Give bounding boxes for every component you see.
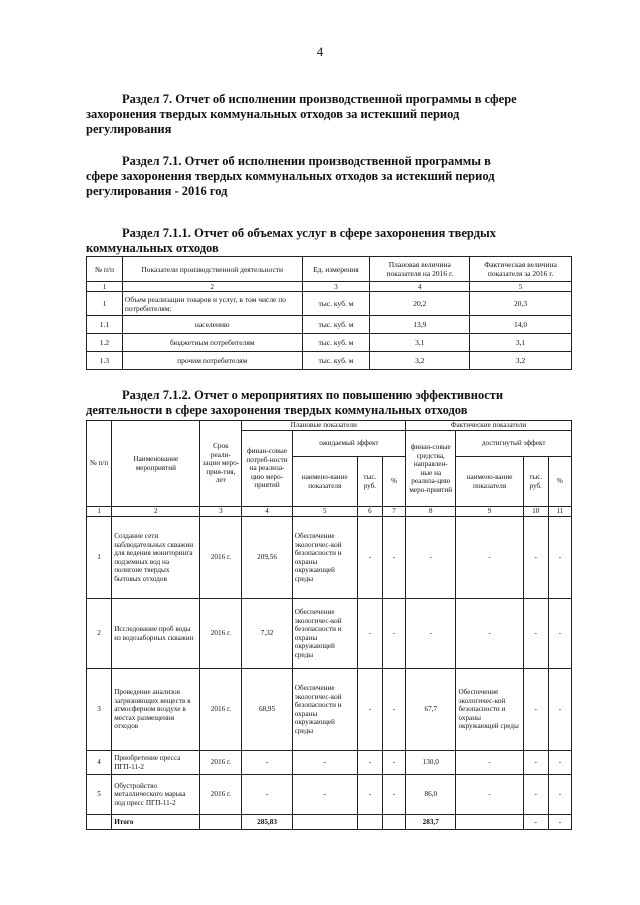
- t1-header-fact: Фактическая величина показателя за 2016 г.: [470, 257, 572, 282]
- empty-cell: [292, 815, 357, 830]
- t2-header-pct: %: [382, 457, 405, 507]
- t2-header-num: № п/п: [87, 421, 112, 507]
- table-cell: -: [292, 775, 357, 815]
- table-cell: -: [456, 599, 523, 669]
- table-cell: -: [523, 751, 548, 775]
- table-cell: -: [548, 599, 571, 669]
- table-row: [87, 292, 572, 316]
- table-row: [87, 669, 572, 751]
- t1-colnum: 1: [87, 282, 123, 292]
- table-cell: 3,1: [370, 334, 470, 352]
- t2-colnum: 9: [456, 507, 523, 517]
- section-7-heading: [86, 92, 572, 137]
- section-7-1-heading: [86, 154, 572, 199]
- table-cell: 5: [87, 775, 112, 815]
- table-row: [87, 334, 572, 352]
- t2-header-achieved: достигнутый эффект: [456, 431, 572, 457]
- total-label: Итого: [112, 815, 200, 830]
- table-cell: 86,0: [406, 775, 456, 815]
- table-cell: -: [456, 751, 523, 775]
- table-row: [87, 517, 572, 599]
- t2-header-expected: ожидаемый эффект: [292, 431, 405, 457]
- t2-colnum: 4: [242, 507, 292, 517]
- section-7-1-2-line1: Раздел 7.1.2. Отчет о мероприятиях по повышению эффективности: [122, 388, 504, 402]
- t2-header-term: Срок реали-зации меро-прия-тия, лет: [200, 421, 242, 507]
- t1-header-unit: Ед. измерения: [302, 257, 370, 282]
- table-cell: -: [382, 517, 405, 599]
- empty-cell: [456, 815, 523, 830]
- table-cell: -: [523, 775, 548, 815]
- section-7-1-line3: регулирования - 2016 год: [86, 184, 228, 198]
- empty-cell: [357, 815, 382, 830]
- table-cell: Приобретение пресса ПГП-11-2: [112, 751, 200, 775]
- table-cell: -: [292, 751, 357, 775]
- table-cell: -: [357, 775, 382, 815]
- table-cell: 3,1: [470, 334, 572, 352]
- table-cell: Объем реализации товаров и услуг, в том числе по потребителям:: [122, 292, 302, 316]
- table-cell: 4: [87, 751, 112, 775]
- total-row: [87, 815, 572, 830]
- table-cell: -: [357, 599, 382, 669]
- table-cell: -: [242, 751, 292, 775]
- t2-header-thous: тыс. руб.: [523, 457, 548, 507]
- table-cell: 1.1: [87, 316, 123, 334]
- table-cell: 14,0: [470, 316, 572, 334]
- t2-header-indicator: наимено-вание показателя: [456, 457, 523, 507]
- table-cell: 1.3: [87, 352, 123, 370]
- table-cell: 13,9: [370, 316, 470, 334]
- table-cell: -: [406, 517, 456, 599]
- section-7-1-1-line2: коммунальных отходов: [86, 241, 219, 255]
- table-cell: -: [548, 751, 571, 775]
- table-cell: 20,2: [370, 292, 470, 316]
- table-cell: -: [357, 517, 382, 599]
- t1-colnum: 2: [122, 282, 302, 292]
- table-cell: Обеспечение экологичес-кой безопасности и охраны окружающей среды: [456, 669, 523, 751]
- table-cell: 3,2: [370, 352, 470, 370]
- t1-header-plan: Плановая величина показателя на 2016 г.: [370, 257, 470, 282]
- section-7-1-line1: Раздел 7.1. Отчет об исполнении производственной программы в: [122, 154, 491, 168]
- table-cell: Обеспечение экологичес-кой безопасности и охраны окружающей среды: [292, 517, 357, 599]
- table-cell: тыс. куб. м: [302, 352, 370, 370]
- table-cell: -: [382, 669, 405, 751]
- table-cell: -: [523, 669, 548, 751]
- table-cell: 7,32: [242, 599, 292, 669]
- t2-colnum: 3: [200, 507, 242, 517]
- table-cell: Обеспечение экологичес-кой безопасности и охраны окружающей среды: [292, 599, 357, 669]
- services-volume-table: [86, 256, 572, 370]
- t2-colnum: 7: [382, 507, 405, 517]
- table-cell: бюджетным потребителям: [122, 334, 302, 352]
- t1-header-indicator: Показатели производственной деятельности: [122, 257, 302, 282]
- table-cell: 2016 г.: [200, 775, 242, 815]
- t2-header-fact-fin: финан-совые средства, направлен-ные на реализа-цию меро-приятий: [406, 431, 456, 507]
- empty-cell: [200, 815, 242, 830]
- table-cell: 67,7: [406, 669, 456, 751]
- table-cell: 1: [87, 517, 112, 599]
- table-row: [87, 316, 572, 334]
- table-cell: 20,3: [470, 292, 572, 316]
- t2-colnum: 11: [548, 507, 571, 517]
- section-7-1-1-heading: [86, 226, 572, 256]
- table-cell: Обустройство металлического марька под пресс ПГП-11-2: [112, 775, 200, 815]
- t2-colnum: 8: [406, 507, 456, 517]
- table-row: [87, 751, 572, 775]
- section-7-1-2-line2: деятельности в сфере захоронения твердых коммунальных отходов: [86, 403, 468, 417]
- t1-colnum: 4: [370, 282, 470, 292]
- table-cell: -: [523, 599, 548, 669]
- table-cell: -: [357, 751, 382, 775]
- table-cell: 1: [87, 292, 123, 316]
- table-cell: Создание сети наблюдательных скважин для ведения мониторинга подземных вод на полигоне твердых бытовых отходов: [112, 517, 200, 599]
- total-c10: -: [523, 815, 548, 830]
- table-cell: -: [523, 517, 548, 599]
- t2-colnum: 6: [357, 507, 382, 517]
- table-cell: -: [382, 751, 405, 775]
- table-cell: 3: [87, 669, 112, 751]
- table-cell: -: [357, 669, 382, 751]
- total-fact: 283,7: [406, 815, 456, 830]
- table-cell: тыс. куб. м: [302, 334, 370, 352]
- table-cell: Проведение анализов загрязняющих веществ в атмосферном воздухе в местах размещения отходов: [112, 669, 200, 751]
- table-cell: Обеспечение экологичес-кой безопасности и охраны окружающей среды: [292, 669, 357, 751]
- section-7-1-1-line1: Раздел 7.1.1. Отчет об объемах услуг в сфере захоронения твердых: [122, 226, 497, 240]
- empty-cell: [382, 815, 405, 830]
- table-cell: -: [382, 599, 405, 669]
- table-cell: 3,2: [470, 352, 572, 370]
- section-7-line3: регулирования: [86, 122, 172, 136]
- total-plan: 285,83: [242, 815, 292, 830]
- table-row: [87, 599, 572, 669]
- table-cell: 130,0: [406, 751, 456, 775]
- t2-header-indicator: наимено-вание показателя: [292, 457, 357, 507]
- page-number: 4: [316, 44, 324, 59]
- t2-header-name: Наименование мероприятий: [112, 421, 200, 507]
- table-cell: тыс. куб. м: [302, 316, 370, 334]
- table-row: [87, 352, 572, 370]
- table-cell: 68,95: [242, 669, 292, 751]
- table-cell: 2: [87, 599, 112, 669]
- total-c11: -: [548, 815, 571, 830]
- t2-header-plan: Плановые показатели: [242, 421, 406, 431]
- table-cell: -: [382, 775, 405, 815]
- t1-header-num: № п/п: [87, 257, 123, 282]
- t2-header-thous: тыс. руб.: [357, 457, 382, 507]
- table-cell: -: [456, 775, 523, 815]
- table-cell: -: [456, 517, 523, 599]
- efficiency-measures-table: [86, 420, 572, 830]
- t2-colnum: 10: [523, 507, 548, 517]
- table-cell: -: [242, 775, 292, 815]
- table-cell: населению: [122, 316, 302, 334]
- empty-cell: [87, 815, 112, 830]
- table-cell: 2016 г.: [200, 599, 242, 669]
- section-7-line2: захоронения твердых коммунальных отходов за истекший период: [86, 107, 460, 121]
- table-cell: -: [406, 599, 456, 669]
- section-7-1-line2: сфере захоронения твердых коммунальных отходов за истекший период: [86, 169, 495, 183]
- t2-colnum: 2: [112, 507, 200, 517]
- table-cell: тыс. куб. м: [302, 292, 370, 316]
- section-7-line1: Раздел 7. Отчет об исполнении производственной программы в сфере: [122, 92, 517, 106]
- t1-colnum: 5: [470, 282, 572, 292]
- table-cell: -: [548, 775, 571, 815]
- t1-colnum: 3: [302, 282, 370, 292]
- table-cell: прочим потребителям: [122, 352, 302, 370]
- t2-colnum: 1: [87, 507, 112, 517]
- table-row: [87, 775, 572, 815]
- t2-header-fact: Фактические показатели: [406, 421, 572, 431]
- table-cell: 2016 г.: [200, 669, 242, 751]
- t2-colnum: 5: [292, 507, 357, 517]
- t2-header-pct: %: [548, 457, 571, 507]
- t2-header-plan-fin: финан-совые потреб-ности на реализа-цию меро-приятий: [242, 431, 292, 507]
- table-cell: -: [548, 669, 571, 751]
- table-cell: 209,56: [242, 517, 292, 599]
- section-7-1-2-heading: [86, 388, 572, 418]
- table-cell: 2016 г.: [200, 751, 242, 775]
- table-cell: 1.2: [87, 334, 123, 352]
- table-cell: Исследование проб воды из водозаборных скважин: [112, 599, 200, 669]
- table-cell: -: [548, 517, 571, 599]
- table-cell: 2016 г.: [200, 517, 242, 599]
